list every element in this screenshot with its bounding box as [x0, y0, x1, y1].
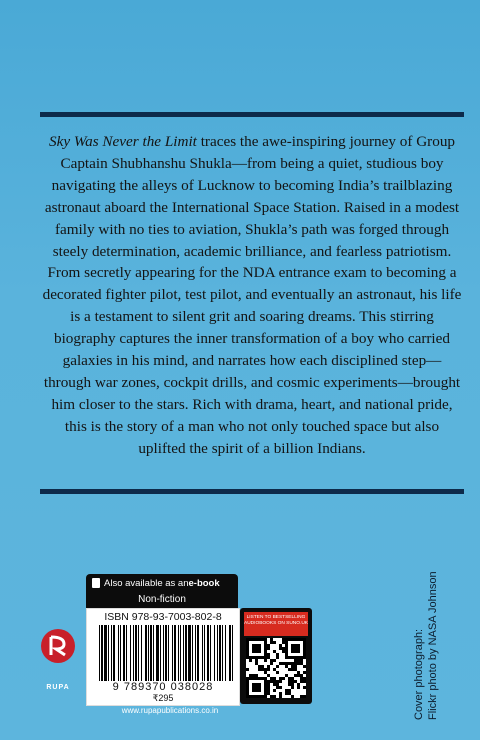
book-icon: [92, 578, 100, 588]
cover-credit-line2: Flickr photo by NASA Johnson: [427, 571, 439, 720]
barcode-number: 9 789370 038028: [112, 681, 214, 693]
publisher-url: www.rupapublications.co.in: [121, 706, 219, 715]
audiobook-qr-panel: [240, 608, 312, 704]
ebook-prefix: Also available as an: [104, 577, 189, 589]
ebook-badge: [86, 574, 238, 592]
rupa-logo-icon: [36, 624, 80, 684]
qr-code-icon: [246, 638, 306, 698]
cover-credit: [412, 571, 440, 720]
bottom-divider: [40, 489, 464, 494]
publisher-name: RUPA: [46, 684, 70, 691]
ebook-bold: e-book: [188, 577, 220, 589]
genre-label: Non-fiction: [86, 592, 238, 608]
blurb-paragraph: [40, 131, 464, 460]
book-title: Sky Was Never the Limit: [48, 133, 197, 150]
cover-credit-line1: Cover photograph:: [413, 628, 425, 720]
audiobook-label: LISTEN TO BESTSELLING AUDIOBOOKS ON SUNO.UK: [244, 612, 308, 636]
isbn-text: ISBN 978-93-7003-802-8: [104, 611, 222, 623]
price: ₹295: [152, 693, 174, 703]
barcode-icon: [99, 625, 233, 681]
top-divider: [40, 112, 464, 117]
blurb-text: traces the awe-inspiring journey of Group Captain Shubhanshu Shukla—from being a quiet, studious boy navigating the alleys of Lucknow to becoming India’s trailblazing astronaut aboard the International Space Station. Raised in a modest family with no ties to aviation, Shukla’s path was forged through steely determination, academic brilliance, and fearless patriotism. From secretly appearing for the NDA entrance exam to becoming a decorated fighter pilot, test pilot, and eventually an astronaut, his life is a testament to silent grit and soaring dreams. This stirring biography captures the inner transformation of a boy who carried galaxies in his mind, and narrates how each disciplined step—through war zones, cockpit drills, and cosmic experiments—brought him closer to the stars. Rich with drama, heart, and national pride, this is the story of a man who not only touched space but also uplifted the spirit of a billion Indians.: [42, 133, 462, 457]
barcode-box: [86, 608, 240, 706]
